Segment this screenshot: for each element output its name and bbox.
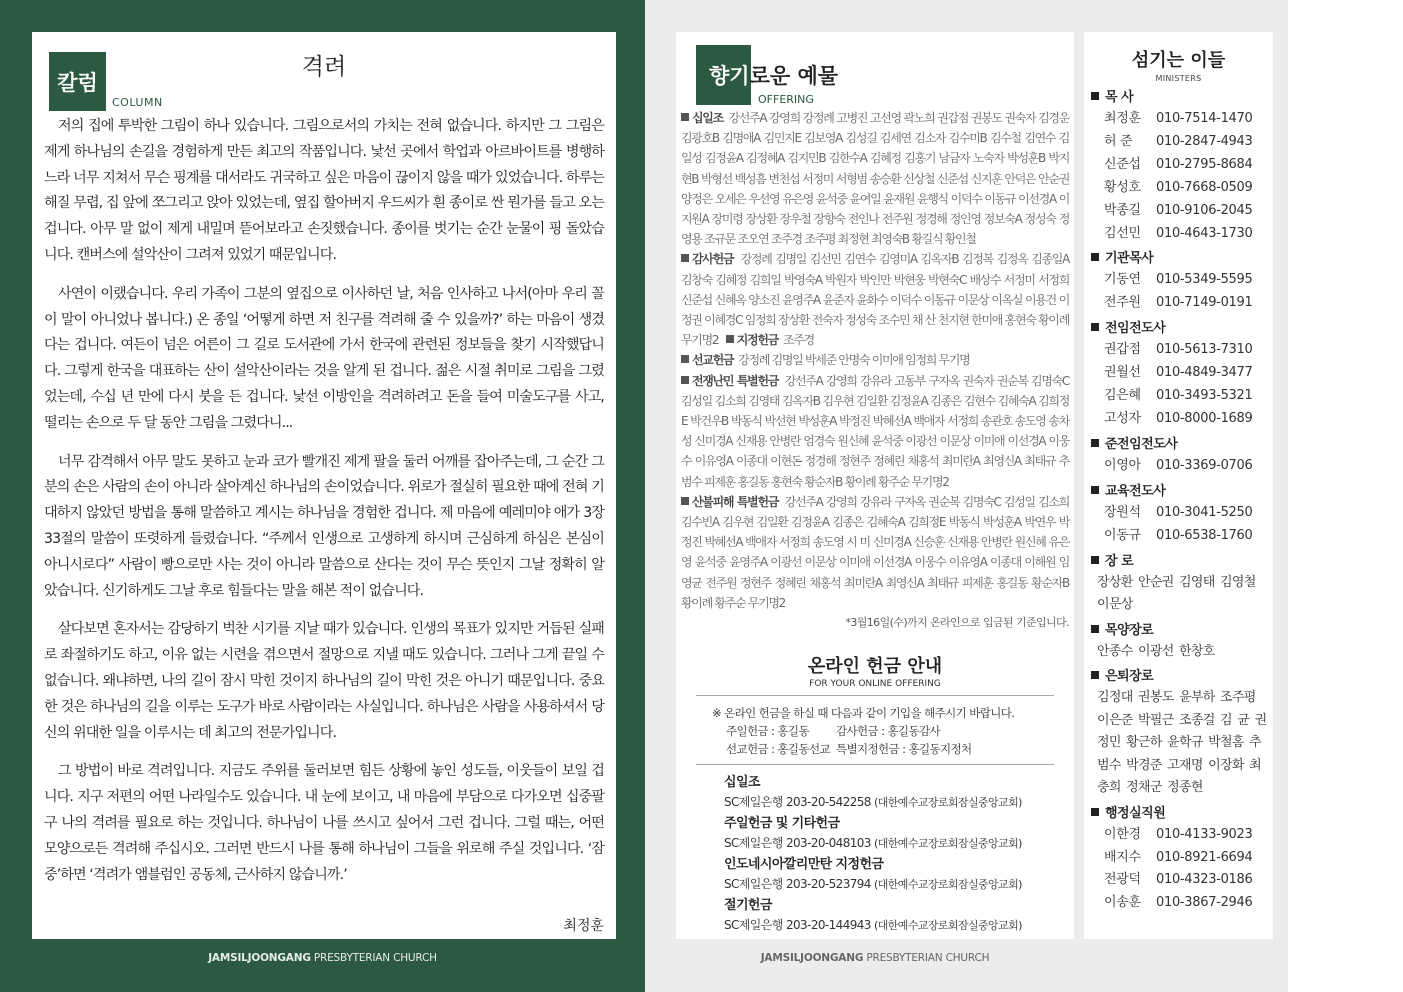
offering-label: 지정헌금 [736, 333, 778, 348]
offering-names: 조주경 [782, 333, 814, 348]
ministers-subtitle: MINISTERS [1155, 74, 1202, 83]
minister-row [1091, 200, 1269, 223]
minister-name: 최정훈 [1104, 111, 1141, 126]
group-title-text: 교육전도사 [1105, 483, 1166, 499]
minister-name: 이동규 [1104, 527, 1141, 543]
minister-group-title [1091, 552, 1269, 572]
column-tag-en: COLUMN [112, 96, 163, 109]
offering-label: 산불피해 특별헌금 [692, 494, 779, 509]
account-number: 203-20-523794 [785, 877, 871, 891]
group-title-text: 준전임전도사 [1105, 436, 1178, 452]
column-body [44, 114, 604, 901]
column-paragraph: 저의 집에 투박한 그림이 하나 있습니다. 그림으로서의 가치는 전혀 없습니다. 하지만 그 그림은 제게 하나님의 손길을 경험하게 만든 최고의 작품입니다. 낯선 곳에서 학업과 아르바이트를 병행하느라 너무 지쳐서 무슨 핑계를 대서라도 귀국하고 싶은 마음이 끊이지 않을 때가 있었습니다. 하루는 해질 무렵, 집 앞에 쪼그리고 앉아 있었는데, 옆집 할아버지 우드씨가 흰 종이로 싼 뭔가를 들고 오는 겁니다. 아무 말 없이 제게 내밀며 뜯어보라고 손짓했습니다. 종이를 벗기는 순간 눈물이 핑 돌았습니다. 캔버스에 설악산이 그려져 있었기 때문입니다. [44, 118, 604, 263]
account-holder: (대한예수교장로회잠실중앙교회) [874, 919, 1022, 932]
group-title-text: 행정실직원 [1105, 805, 1166, 821]
offering-title-dark: 로운 예물 [749, 64, 839, 88]
minister-name: 김은혜 [1104, 388, 1141, 404]
church-footer [676, 952, 1074, 964]
ministers-title: 섬기는 이들 [1131, 50, 1226, 71]
online-instructions [696, 704, 1054, 758]
retired-elder-names: 김정대 권봉도 윤부하 조주평 이은준 박필근 조종걸 김 균 권정민 황근하 윤학규 박철홈 추범수 박경준 고재명 이장화 최충희 정채군 정종현 [1097, 690, 1267, 796]
column-paragraph: 사연이 이랬습니다. 우리 가족이 그분의 옆집으로 이사하던 날, 처음 인사하고 나서(아마 우리 꼴이 말이 아니었나 봅니다.) 온 종일 ‘어떻게 하면 저 친구를 격려해 줄 수 있을까?’ 하는 마음이 생겼다는 겁니다. 여든이 넘은 어른이 그 길로 도서관에 가서 한국에 관련된 정보들을 찾기 시작했답니다. 그렇게 한국을 대표하는 산이 설악산이라는 것을 알게 된 겁니다. 젊은 시절 취미로 그림을 그렸었는데, 수십 년 만에 다시 붓을 든 겁니다. 낯선 이방인을 격려하려고 돈을 들여 미술도구를 사고, 떨리는 손으로 두 달 동안 그림을 그렸다니... [44, 285, 604, 431]
minister-group-title [1091, 319, 1269, 339]
group-title-text: 전임전도사 [1105, 321, 1166, 337]
bullet-square-icon [681, 113, 689, 121]
minister-phone: 010-2847-4943 [1156, 133, 1253, 149]
minister-row [1091, 525, 1269, 548]
minister-phone: 010-7514-1470 [1156, 111, 1253, 126]
minister-group-title [1091, 667, 1269, 687]
offering-names: 강선주A 강영희 강유라 고동부 구자옥 권숙자 권순복 김명숙C 김성일 김소희 김영태 김옥자B 김우현 김일환 김정윤A 김종은 김현수 김혜숙A 김희정E 박건우B 박동식 박선현 박성훈A 박정진 박혜선A 백애자 서정희 송관호 송도영 송차성 신미경A 신재용 안병란 엄경숙 원신혜 윤석중 이광선 이문상 이미애 이선경A 이웅수 이유영A 이종대 이현돈 정경해 정현주 정혜린 채홍석 최미란A 최영신A 최태규 추범수 피제훈 홍길동 홍현숙 황순자B 황이례 황주순 무기명2 [681, 373, 1070, 489]
minister-row [1091, 892, 1269, 915]
account-bank: SC제일은행 [724, 918, 783, 932]
minister-group-title [1091, 88, 1269, 108]
account-name: 인도네시아깔리만탄 지정헌금 [724, 857, 884, 872]
account-bank: SC제일은행 [724, 836, 783, 850]
account-number: 203-20-542258 [785, 795, 871, 809]
column-author: 최정훈 [563, 918, 604, 934]
minister-name: 전주원 [1104, 295, 1141, 311]
account-line [724, 875, 1054, 894]
online-example: 감사헌금 : 홍길동감사 [836, 724, 940, 738]
minister-group-title [1091, 482, 1269, 502]
minister-phone: 010-8000-1689 [1156, 410, 1253, 426]
bullet-square-icon [1091, 92, 1099, 100]
footer-rest: PRESBYTERIAN CHURCH [310, 952, 437, 964]
column-paragraph: 너무 감격해서 아무 말도 못하고 눈과 코가 빨개진 제게 팔을 둘러 어깨를 잡아주는데, 그 순간 그분의 손은 사람의 손이 아니라 살아계신 하나님의 손이었습니다. 위로가 절실히 필요한 때에 전혀 기대하지 않았던 방법을 통해 말씀하고 계시는 하나님을 경험한 겁니다. 제 마음에 예레미야 애가 3장 33절의 말씀이 또렷하게 들렸습니다. “주께서 인생으로 고생하게 하시며 근심하게 하심은 본심이 아니시로다” 사람이 빵으로만 사는 것이 아니라 말씀으로 산다는 것이 무슨 뜻인지 그날 정확히 알았습니다. 신기하게도 그날 후로 힘들다는 말을 해본 적이 없습니다. [44, 453, 604, 599]
bullet-square-icon [1091, 808, 1099, 816]
offering-names: 강정례 김명일 김선민 김연수 김영미A 김옥자B 김정복 김정옥 김종일A 김창숙 김혜정 김희일 박영숙A 박원자 박인만 박현웅 박현숙C 배상수 서정미 서정희 신준섭 신혜옥 양소진 윤영주A 윤준자 윤화수 이덕수 이동규 이문상 이옥실 이용건 이정권 이혜경C 임정희 장상환 전숙자 정성숙 조수민 채 산 천지현 한미애 홍현숙 황이례 무기명2 [681, 252, 1069, 348]
column-paragraph: 살다보면 혼자서는 감당하기 벅찬 시기를 지날 때가 있습니다. 인생의 목표가 있지만 거듭된 실패로 좌절하기도 하고, 이유 없는 시련을 겪으면서 절망으로 지낼 때도 있습니다. 그러나 그게 끝일 수 없습니다. 왜냐하면, 나의 길이 잠시 막힌 것이지 하나님의 길이 막힌 것은 아니기 때문입니다. 중요한 것은 하나님의 길을 이루는 도구가 바로 사람이라는 사실입니다. 하나님은 사람을 사용하셔서 당신의 위대한 일을 이루시는 데 최고의 전문가입니다. [44, 621, 604, 741]
minister-phone: 010-3493-5321 [1156, 388, 1253, 404]
offering-card [676, 32, 1074, 939]
minister-phone: 010-5613-7310 [1156, 342, 1253, 358]
minister-name: 권갑점 [1104, 342, 1141, 358]
minister-phone: 010-4323-0186 [1156, 872, 1253, 888]
minister-row [1091, 177, 1269, 200]
minister-phone: 010-4133-9023 [1156, 826, 1253, 842]
minister-phone: 010-4643-1730 [1156, 225, 1253, 241]
online-offering-section [696, 652, 1054, 937]
ministers-list [1091, 84, 1269, 915]
minister-phone: 010-3369-0706 [1156, 457, 1253, 473]
minister-row [1091, 869, 1269, 892]
minister-group-title [1091, 249, 1269, 269]
footer-bold: JAMSILJOONGANG [208, 952, 311, 964]
minister-row [1091, 223, 1269, 246]
minister-name: 장원석 [1104, 504, 1141, 520]
column-paragraph: 그 방법이 바로 격려입니다. 지금도 주위를 둘러보면 힘든 상황에 놓인 성도들, 이웃들이 보일 겁니다. 지구 저편의 어떤 나라일수도 있습니다. 내 눈에 보이고, 내 마음에 부담으로 다가오면 십중팔구 나의 격려를 필요로 하는 것입니다. 하나님이 나를 쓰시고 싶어서 그런 겁니다. 그럴 때는, 어떤 모양으로든 격려해 주십시오. 그러면 반드시 나를 통해 하나님이 그들을 위로해 주실 것입니다. ‘잠중’하면 ‘격려가 앰블럼인 공동체, 근사하지 않습니까.’ [44, 763, 604, 883]
account-bank: SC제일은행 [724, 795, 783, 809]
minister-row [1091, 385, 1269, 408]
account-line [724, 916, 1054, 935]
minister-row [1091, 455, 1269, 478]
minister-name: 신준섭 [1104, 156, 1141, 172]
minister-phone: 010-8921-6694 [1156, 849, 1253, 865]
bullet-square-icon [1091, 486, 1099, 494]
minister-phone: 010-9106-2045 [1156, 202, 1253, 218]
minister-name: 이송훈 [1104, 895, 1141, 911]
pastoral-elder-names: 안종수 이광선 한창호 [1097, 643, 1215, 659]
offering-list [681, 108, 1069, 630]
account-holder: (대한예수교장로회잠실중앙교회) [874, 796, 1022, 809]
account-line [724, 834, 1054, 853]
bullet-square-icon [681, 497, 689, 505]
minister-name: 권월선 [1104, 365, 1141, 381]
account-name: 십일조 [724, 775, 760, 790]
ministers-card [1084, 32, 1273, 939]
minister-row [1091, 154, 1269, 177]
online-title: 온라인 헌금 안내 [807, 656, 943, 677]
online-instruction-text: ※ 온라인 헌금을 하실 때 다음과 같이 기입을 해주시기 바랍니다. [712, 706, 1015, 720]
minister-phone: 010-7668-0509 [1156, 179, 1253, 195]
minister-row [1091, 131, 1269, 154]
offering-title [709, 60, 838, 90]
online-example: 특별지정헌금 : 홍길동지정처 [836, 742, 972, 756]
minister-name: 박종길 [1104, 202, 1141, 218]
minister-row [1091, 408, 1269, 431]
minister-phone: 010-3041-5250 [1156, 504, 1253, 520]
minister-phone: 010-5349-5595 [1156, 272, 1253, 288]
bullet-square-icon [1091, 253, 1099, 261]
online-example: 선교헌금 : 홍길동선교 [726, 742, 830, 756]
minister-name: 고성자 [1104, 410, 1141, 426]
group-title-text: 장 로 [1105, 553, 1134, 569]
minister-phone: 010-6538-1760 [1156, 527, 1253, 543]
offering-group [681, 371, 1069, 492]
group-title-text: 기관목사 [1105, 251, 1154, 267]
minister-row [1091, 269, 1269, 292]
footer-bold: JAMSILJOONGANG [760, 952, 864, 964]
bullet-square-icon [681, 355, 689, 363]
column-card [32, 32, 616, 939]
minister-name: 허 준 [1104, 133, 1133, 149]
offering-label: 선교헌금 [692, 353, 734, 368]
bullet-square-icon [1091, 556, 1099, 564]
minister-name: 김선민 [1104, 225, 1141, 241]
account-line [724, 793, 1054, 812]
offering-tag-en: OFFERING [758, 93, 814, 106]
offering-label: 십일조 [692, 111, 723, 125]
bullet-square-icon [1091, 323, 1099, 331]
account-holder: (대한예수교장로회잠실중앙교회) [874, 878, 1022, 891]
group-title-text: 목 사 [1105, 90, 1134, 105]
bullet-square-icon [726, 335, 734, 343]
minister-group-title [1091, 804, 1269, 824]
column-page [0, 0, 645, 992]
bullet-square-icon [1091, 625, 1099, 633]
minister-row [1091, 108, 1269, 131]
account-bank: SC제일은행 [724, 877, 783, 891]
divider [696, 764, 1054, 765]
offering-group [681, 108, 1069, 249]
online-example-row [712, 740, 1054, 758]
offering-names: 강정례 김명일 박세준 안명숙 이미애 임정희 무기명 [738, 353, 970, 368]
footer-rest: PRESBYTERIAN CHURCH [863, 952, 990, 964]
offering-group [681, 249, 1069, 350]
minister-row [1091, 824, 1269, 847]
offering-names: 강선주A 강영희 강유라 구자옥 권순복 김명숙C 김성일 김소희 김수빈A 김우현 김일환 김정윤A 김종은 김혜숙A 김희정E 박동식 박성훈A 박연우 박정진 박혜선A 백애자 서정희 송도영 시 미 신미경A 신승훈 신재용 안병란 원신혜 유은영 윤석중 윤영주A 이광선 이문상 이미애 이선경A 이웅수 이유영A 이종대 이해원 임영균 전주원 정현주 정혜린 채홍석 최미란A 최영신A 최태규 피제훈 홍길동 황순자B 황이례 황주순 무기명2 [681, 494, 1070, 610]
offering-names: 강선주A 강영희 강정례 고병진 고선영 곽노희 권갑점 권봉도 권숙자 김경운 김광호B 김명애A 김민지E 김보영A 김성길 김세연 김소자 김수미B 김수철 김연수 김일성 김정윤A 김정혜A 김지민B 김한수A 김혜정 김홍기 남금자 노숙자 박성훈B 박지현B 박형선 백성흠 변천섭 서정미 서형범 송승환 신상철 신준섭 신지훈 안덕은 안순권 양정은 오세은 우선영 유은영 윤석중 윤여일 윤재원 윤행식 이덕수 이동규 이선경A 이지원A 장미령 장상환 장우철 장향숙 전인나 전주원 정경해 정인영 정보숙A 정성숙 정영용 조규문 조오연 조주경 조주평 최정현 최영숙B 황길식 황인철 [681, 111, 1070, 247]
offering-group [681, 350, 1069, 370]
column-tag: 칼럼 [49, 52, 106, 111]
minister-group-title [1091, 435, 1269, 455]
bullet-square-icon [681, 254, 689, 262]
group-title-text: 목양장로 [1105, 622, 1154, 638]
account-name: 주일헌금 및 기타헌금 [724, 816, 840, 831]
minister-name: 이영아 [1104, 457, 1141, 473]
minister-row [1091, 502, 1269, 525]
divider [696, 695, 1054, 696]
online-example-row [712, 722, 1054, 740]
minister-phone: 010-4849-3477 [1156, 365, 1253, 381]
group-title-text: 은퇴장로 [1105, 669, 1154, 685]
column-title: 격려 [301, 54, 347, 80]
minister-name: 이한경 [1104, 826, 1141, 842]
minister-row [1091, 362, 1269, 385]
account-holder: (대한예수교장로회잠실중앙교회) [874, 837, 1022, 850]
elder-names: 장상환 안순권 김영태 김영철 이문상 [1097, 574, 1256, 613]
account-name: 절기헌금 [724, 898, 772, 913]
church-footer [0, 952, 645, 964]
minister-row [1091, 292, 1269, 315]
minister-group-title [1091, 621, 1269, 641]
minister-name: 전광덕 [1104, 872, 1141, 888]
account-number: 203-20-144943 [785, 918, 871, 932]
online-subtitle: FOR YOUR ONLINE OFFERING [809, 679, 941, 689]
offering-group [681, 492, 1069, 613]
minister-phone: 010-3867-2946 [1156, 895, 1253, 911]
account-number: 203-20-048103 [785, 836, 871, 850]
bullet-square-icon [681, 376, 689, 384]
minister-row [1091, 339, 1269, 362]
minister-row [1091, 847, 1269, 870]
page-margin [1288, 0, 1403, 992]
minister-phone: 010-2795-8684 [1156, 156, 1253, 172]
offering-title-white: 향기 [709, 64, 750, 88]
offering-label: 전쟁난민 특별헌금 [692, 373, 779, 388]
minister-name: 황성호 [1104, 179, 1141, 195]
online-example: 주일헌금 : 홍길동 [726, 724, 809, 738]
minister-name: 기동연 [1104, 272, 1141, 288]
offering-note: *3월16일(수)까지 온라인으로 입금된 기준입니다. [845, 616, 1069, 630]
minister-phone: 010-7149-0191 [1156, 295, 1253, 311]
bullet-square-icon [1091, 671, 1099, 679]
minister-name: 배지수 [1104, 849, 1141, 865]
offering-label: 감사헌금 [692, 252, 734, 267]
bullet-square-icon [1091, 439, 1099, 447]
account-list [696, 773, 1054, 935]
